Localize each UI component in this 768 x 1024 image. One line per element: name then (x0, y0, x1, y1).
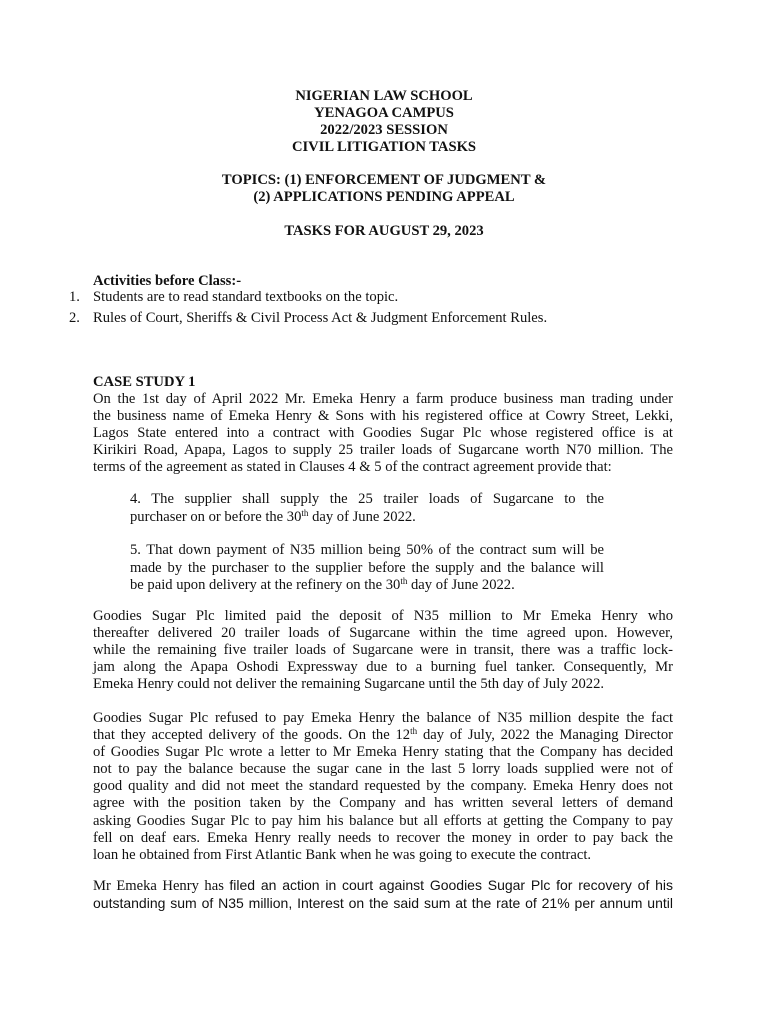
text-line: good quality and did not meet the standard requested by the company. Emeka Henry does not (93, 778, 673, 795)
paragraph-1 (93, 391, 673, 476)
text-line: jam along the Apapa Oshodi Expressway due to a burning fuel tanker. Consequently, Mr (93, 659, 673, 676)
superscript: th (410, 726, 418, 737)
text-segment: Mr Emeka Henry has (93, 878, 230, 894)
text-segment: that they accepted delivery of the goods. On the 12 (93, 727, 411, 744)
text-line: 5. That down payment of N35 million being 50% of the contract sum will be (130, 542, 604, 558)
campus-name: YENAGOA CAMPUS (314, 105, 454, 121)
list-item: Students are to read standard textbooks on the topic. (93, 289, 399, 305)
text-line: the business name of Emeka Henry & Sons with his registered office at Cowry Street, Lekki, (93, 408, 673, 425)
text-segment: be paid upon delivery at the refinery on the 30 (130, 577, 401, 593)
paragraph-4 (93, 877, 673, 912)
text-segment: purchaser on or before the 30 (130, 508, 302, 525)
paragraph-2 (93, 608, 673, 693)
text-line: not to pay the balance because the sugar cane in the last 5 lorry loads supplied were not of (93, 761, 673, 778)
session: 2022/2023 SESSION (320, 122, 448, 138)
text-line: while the remaining five trailer loads of Sugarcane were in transit, there was a traffic lock- (93, 642, 673, 659)
case-study-heading: CASE STUDY 1 (93, 374, 196, 390)
tasks-date: TASKS FOR AUGUST 29, 2023 (284, 223, 484, 239)
text-line: agree with the position taken by the Company and has written several letters of demand (93, 795, 673, 812)
text-line: of Goodies Sugar Plc wrote a letter to Mr Emeka Henry stating that the Company has decided (93, 744, 673, 761)
text-line (93, 877, 673, 895)
superscript: th (400, 576, 408, 586)
clause-4 (130, 491, 604, 526)
text-segment: filed an action in court against Goodies Sugar Plc for recovery of his (229, 877, 673, 893)
list-item: Rules of Court, Sheriffs & Civil Process Act & Judgment Enforcement Rules. (93, 310, 548, 326)
text-line: Emeka Henry could not deliver the remaining Sugarcane until the 5th day of July 2022. (93, 676, 605, 693)
text-line: Goodies Sugar Plc refused to pay Emeka Henry the balance of N35 million despite the fact (93, 710, 673, 726)
text-line: terms of the agreement as stated in Clauses 4 & 5 of the contract agreement provide that: (93, 459, 612, 476)
school-name: NIGERIAN LAW SCHOOL (295, 88, 473, 104)
text-segment: day of July, 2022 the Managing Director (417, 727, 673, 744)
superscript: th (301, 507, 309, 518)
text-line: Kirikiri Road, Apapa, Lagos to supply 25 trailer loads of Sugarcane worth N70 million. The (93, 442, 673, 459)
text-segment: day of June 2022. (308, 508, 416, 525)
text-line: made by the purchaser to the supplier before the supply and the balance will (130, 559, 604, 576)
course-title: CIVIL LITIGATION TASKS (291, 139, 477, 155)
list-item-number: 2. (69, 310, 80, 326)
text-line (130, 509, 604, 527)
paragraph-3 (93, 710, 673, 864)
text-line: loan he obtained from First Atlantic Bank when he was going to execute the contract. (93, 846, 592, 863)
activities-heading: Activities before Class:- (93, 273, 242, 289)
text-line: asking Goodies Sugar Plc to pay him his balance but all efforts at getting the Company to pay (93, 812, 673, 829)
text-line: fell on deaf ears. Emeka Henry really needs to recover the money in order to pay back the (93, 829, 673, 846)
text-line: Goodies Sugar Plc limited paid the deposit of N35 million to Mr Emeka Henry who (93, 608, 673, 624)
text-line: outstanding sum of N35 million, Interest on the said sum at the rate of 21% per annum until (93, 895, 673, 912)
topics-line-1: TOPICS: (1) ENFORCEMENT OF JUDGMENT & (221, 172, 547, 188)
text-line (130, 577, 604, 595)
topics-line-2: (2) APPLICATIONS PENDING APPEAL (253, 189, 515, 205)
text-line: Lagos State entered into a contract with Goodies Sugar Plc whose registered office is at (93, 425, 673, 442)
text-line: thereafter delivered 20 trailer loads of Sugarcane within the time agreed upon. However, (93, 625, 673, 642)
text-line: On the 1st day of April 2022 Mr. Emeka Henry a farm produce business man trading under (93, 391, 673, 407)
list-item-number: 1. (69, 289, 80, 305)
text-segment: day of June 2022. (407, 577, 515, 593)
text-line (93, 727, 673, 744)
text-line: 4. The supplier shall supply the 25 trailer loads of Sugarcane to the (130, 491, 604, 507)
clause-5 (130, 542, 604, 595)
